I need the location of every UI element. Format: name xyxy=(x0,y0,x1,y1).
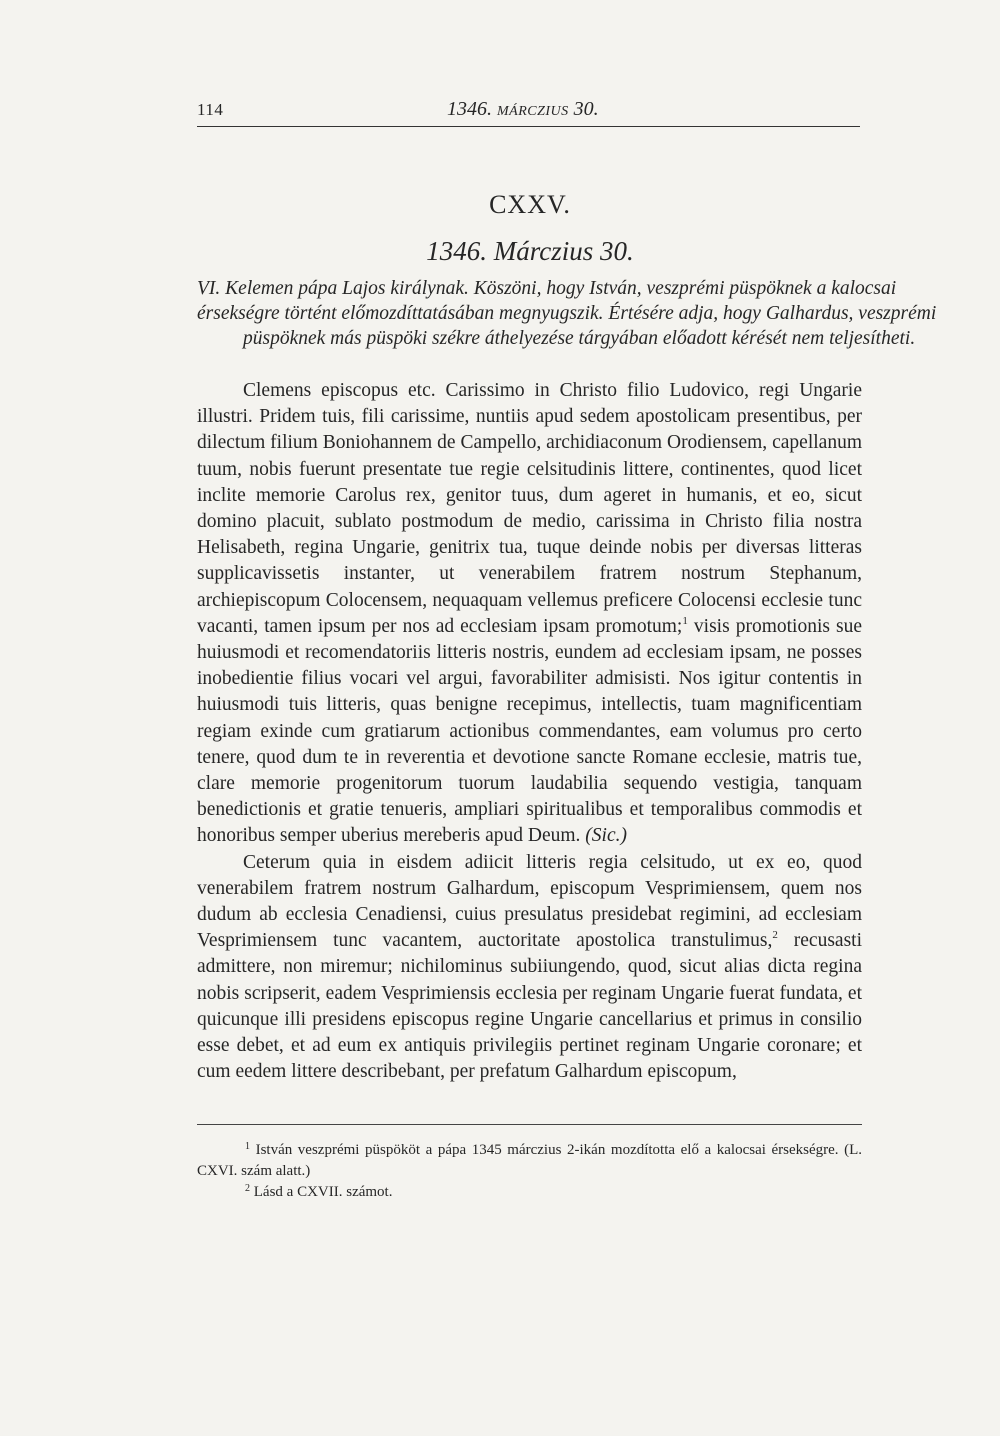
footnote-divider xyxy=(197,1124,862,1125)
summary-line: püspöknek más püspöki székre áthelyezése tárgyában előadott kérését nem teljesítheti. xyxy=(243,328,916,349)
footnotes xyxy=(197,1140,862,1203)
sic-note: (Sic.) xyxy=(585,825,627,847)
footnote-2-mark: 2 xyxy=(245,1183,250,1194)
paragraph-1-text-b: visis promotionis sue huiusmodi et recomendatoriis litteris nostris, eundem ad ecclesiam ipsam, ne posses inobedientie filius vocari vel argui, favorabiliter admisisti. Nos igitur contentis in huiusmodi tuis litteris, quas benigne recepimus, intellectis, tuam magnificentiam regiam exinde cum gratiarum actionibus commendantes, eam volumus pro certo tenere, quod dum te in reverentia et devotione sancte Romane ecclesie, matris tue, clare memorie progenitorum tuorum laudabilia sequendo vestigia, tanquam benedictionis et gratie tenueris, ampliari spiritualibus et temporalibus commodis et honoribus semper uberius mereberis apud Deum. xyxy=(197,615,863,847)
document-number: CXXV. xyxy=(489,190,571,219)
footnote-2-text: Lásd a CXVII. számot. xyxy=(253,1184,393,1200)
footnote-ref-2: 2 xyxy=(772,929,778,942)
summary-line: VI. Kelemen pápa Lajos királynak. Köszöni, hogy István, veszprémi püspöknek a kalocsai xyxy=(197,278,897,299)
running-head xyxy=(197,98,860,127)
summary-line: érsekségre történt előmozdíttatásában megnyugszik. Értésére adja, hogy Galhardus, veszprémi xyxy=(197,303,937,324)
body-paragraph-2 xyxy=(197,850,862,1086)
running-title xyxy=(447,98,599,121)
body-paragraph-1 xyxy=(197,378,862,850)
page-number: 114 xyxy=(197,100,224,119)
running-title-day: 30. xyxy=(573,98,599,120)
footnote-1-text: István veszprémi püspököt a pápa 1345 márczius 2-ikán mozdította elő a kalocsai érsekségre. (L. CXVI. szám alatt.) xyxy=(197,1142,862,1179)
document-body xyxy=(197,378,862,1085)
document-summary xyxy=(197,276,937,351)
document-date: 1346. Márczius 30. xyxy=(426,236,634,266)
paragraph-2-text-a: Ceterum quia in eisdem adiicit litteris regia celsitudo, ut ex eo, quod venerabilem fratrem nostrum Galhardum, episcopum Vesprimiensem, quem nos dudum ab ecclesia Cenadiensi, cuius presulatus presidebat regimini, ad ecclesiam Vesprimiensem tunc vacantem, auctoritate apostolica transtulimus, xyxy=(197,851,862,952)
footnote-1-mark: 1 xyxy=(245,1141,250,1152)
footnote-ref-1: 1 xyxy=(682,614,688,627)
footnote-2 xyxy=(197,1182,862,1203)
running-title-year: 1346. xyxy=(447,98,492,120)
paragraph-1-text-a: Clemens episcopus etc. Carissimo in Christo filio Ludovico, regi Ungarie illustri. Pridem tuis, fili carissime, nuntiis apud sedem apostolicam presentibus, per dilectum filium Boniohannem de Campello, archidiaconum Orodiensem, capellanum tuum, nobis fuerunt presentate tue regie celsitudinis littere, continentes, quod licet inclite memorie Carolus rex, genitor tuus, dum ageret in humanis, et eo, sicut domino placuit, sublato postmodum de medio, carissima in Christo filia nostra Helisabeth, regina Ungarie, genitrix tua, tuque deinde nobis per diversas litteras supplicavissetis instanter, ut venerabilem fratrem nostrum Stephanum, archiepiscopum Colocensem, nequaquam vellemus preficere Colocensi ecclesie tunc vacanti, tamen ipsum per nos ad ecclesiam ipsam promotum; xyxy=(197,380,862,637)
footnote-1 xyxy=(197,1140,862,1182)
paragraph-2-text-b: recusasti admittere, non miremur; nichilominus subiiungendo, quod, sicut alias dicta regina nobis scripserit, eadem Vesprimiensis ecclesia per reginam Ungarie fuerat fundata, et quicunque illi presidens episcopus regine Ungarie cancellarius et primus in consilio esse debet, et ad eum ex antiquis privilegiis pertinet reginam Ungarie coronare; et cum eedem littere describebant, per prefatum Galhardum episcopum, xyxy=(197,930,862,1083)
running-title-month: MÁRCZIUS xyxy=(497,104,569,119)
